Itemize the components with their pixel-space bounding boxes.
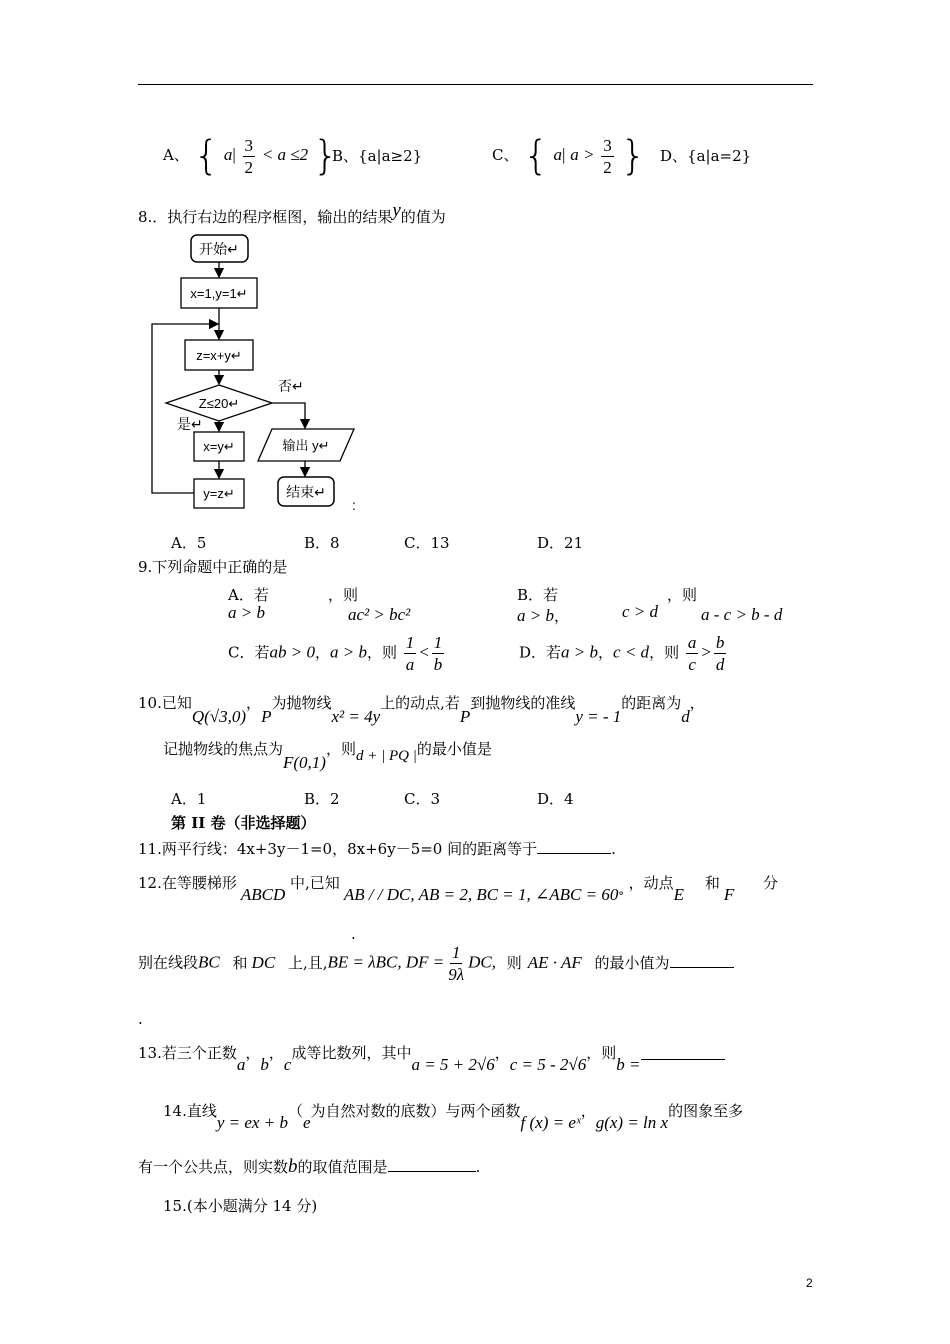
q10-line2: 记抛物线的焦点为F(0,1)，则d + | PQ |的最小值是	[163, 740, 492, 772]
flowchart	[140, 228, 380, 518]
q12-line1: 12.在等腰梯形ABCD 中,已知AB / / DC, AB = 2, BC = 1, ∠ABC = $60^\circ$ ，动点E 和F 分	[138, 874, 779, 904]
q9-option-b-then: ，则 a - c > b - d	[667, 586, 783, 624]
q14-line2: 有一个公共点，则实数b的取值范围是 .	[138, 1156, 481, 1177]
q9-option-d: D．若a > b，c < d，则 $\frac{a}{c}$ > $\frac{b}{d}$	[519, 633, 725, 674]
q8-option-a: A．5	[171, 534, 207, 552]
flow-yes-label: 是↵	[177, 416, 203, 432]
q7-option-a: A、 { a| $\frac{3}{2}$ < a ≤2 }	[163, 133, 339, 179]
flow-colon: :	[352, 497, 356, 513]
q8-stem: 8.．执行右边的程序框图，输出的结果y的值为	[138, 200, 446, 226]
page-number: 2	[806, 1276, 813, 1290]
answer-blank[interactable]	[388, 1171, 476, 1172]
part-two-heading: 第 II 卷（非选择题）	[171, 814, 316, 832]
q9-option-a-result: ，则 ac² > bc²	[328, 586, 411, 624]
q13: 13.若三个正数a，b，c成等比数列，其中a = 5 + 2√6，c = 5 - 2√6，则b =	[138, 1042, 725, 1063]
q10-option-c: C．3	[404, 790, 441, 808]
q12-dot: .	[351, 925, 356, 943]
flow-calc-text: z=x+y↵	[196, 348, 242, 363]
q8-option-b: B．8	[304, 534, 340, 552]
q10-option-b: B．2	[304, 790, 340, 808]
q10-option-a: A．1	[171, 790, 207, 808]
q8-option-c: C．13	[404, 534, 450, 552]
fraction: $\frac{3}{2}$	[244, 135, 254, 177]
q12-line2: 别在线段BC 和 DC 上,且,BE = λBC, DF = $\frac{1}{9\lambda}$ DC, 则 AE · AF 的最小值为	[138, 944, 734, 983]
answer-blank[interactable]	[537, 853, 611, 854]
q15: 15.(本小题满分 14 分)	[163, 1197, 318, 1215]
q9-stem: 9.下列命题中正确的是	[138, 558, 288, 576]
q9-option-c: C．若ab > 0，a > b，则 $\frac{1}{a}$ < $\frac{1}{b}$	[228, 633, 443, 674]
q9-option-a: A．若 a > b	[228, 586, 269, 622]
flow-decision-text: Z≤20↵	[198, 396, 240, 411]
q8-option-d: D．21	[537, 534, 584, 552]
flow-assign-y-text: y=z↵	[203, 486, 235, 501]
q12-end: .	[138, 1010, 143, 1028]
q9-option-b: B．若 a > b，	[517, 586, 569, 625]
q9-option-b-result: c > d	[622, 602, 659, 621]
flow-end-text: 结束↵	[286, 484, 326, 500]
q14-line1: 14.直线y = ex + b（e为自然对数的底数）与两个函数f (x) = eˣ，g(x) = ln x的图象至多	[163, 1102, 744, 1132]
right-brace: }	[312, 133, 339, 179]
flow-init-text: x=1,y=1↵	[190, 286, 248, 301]
q7-option-b: B、{a|a≥2}	[332, 147, 423, 165]
flow-start-text: 开始↵	[199, 241, 239, 257]
q10-line1: 10.已知Q(√3,0)，P为抛物线x² = 4y上的动点,若P到抛物线的准线y = - 1的距离为d，	[138, 694, 705, 726]
left-brace: {	[193, 133, 220, 179]
flow-output-text: 输出 y↵	[282, 438, 330, 453]
answer-blank[interactable]	[670, 967, 734, 968]
q11: 11.两平行线：4x+3y－1=0，8x+6y－5=0 间的距离等于 .	[138, 840, 616, 858]
q7-option-d: D、{a|a=2}	[660, 147, 752, 165]
flow-assign-x-text: x=y↵	[203, 439, 235, 454]
header-rule	[138, 84, 813, 85]
q7-option-c: C、 { a| a > $\frac{3}{2}$ }	[492, 133, 646, 179]
answer-blank[interactable]	[641, 1059, 725, 1060]
flow-no-label: 否↵	[278, 378, 304, 394]
q10-option-d: D．4	[537, 790, 574, 808]
